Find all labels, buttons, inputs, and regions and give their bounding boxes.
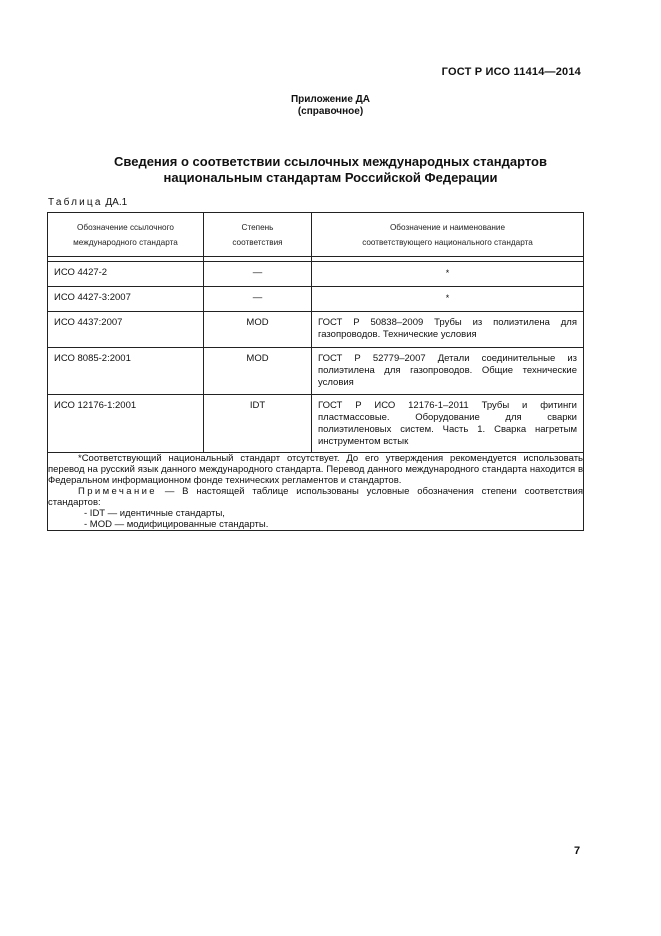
table-row: [48, 262, 584, 287]
cell-degree: MOD: [204, 348, 312, 395]
header-national-line1: Обозначение и наименование: [389, 223, 506, 232]
page-title: [0, 154, 661, 186]
cell-national: ГОСТ Р 52779–2007 Детали соединительные из полиэтилена для газопроводов. Общие технические условия: [312, 348, 584, 395]
document-code: ГОСТ Р ИСО 11414—2014: [441, 66, 581, 78]
cell-ref: ИСО 4427-2: [48, 262, 204, 287]
appendix-type: (справочное): [297, 106, 364, 117]
cell-national: *: [312, 287, 584, 312]
title-line-2: национальным стандартам Российской Федерации: [163, 170, 498, 185]
appendix-title: Приложение ДА: [290, 94, 371, 105]
cell-degree: —: [204, 287, 312, 312]
cell-national: ГОСТ Р 50838–2009 Трубы из полиэтилена для газопроводов. Технические условия: [312, 312, 584, 348]
cell-degree: —: [204, 262, 312, 287]
header-national-line2: соответствующего национального стандарта: [362, 238, 533, 247]
table-row: [48, 348, 584, 395]
cell-national: ГОСТ Р ИСО 12176-1–2011 Трубы и фитинги пластмассовые. Оборудование для сварки полиэтиленовых систем. Часть 1. Сварка нагретым инструментом встык: [312, 395, 584, 453]
correspondence-table: [47, 212, 584, 531]
table-header-row: [48, 213, 584, 257]
note-item-mod: - MOD — модифицированные стандарты.: [84, 519, 269, 530]
header-national-standard: [312, 213, 584, 257]
appendix-heading: [0, 94, 661, 118]
notes-cell: [48, 453, 584, 531]
footnote-text: *Соответствующий национальный стандарт отсутствует. До его утверждения рекомендуется использовать перевод на русский язык данного международного стандарта. Перевод данного международного стандарта находится в Федеральном информационном фонде технических регламентов и стандартов.: [48, 453, 583, 486]
table-row: [48, 287, 584, 312]
header-ref-line1: Обозначение ссылочного: [77, 223, 174, 232]
cell-degree: IDT: [204, 395, 312, 453]
cell-degree: MOD: [204, 312, 312, 348]
note-paragraph: [48, 486, 583, 508]
table-row: [48, 395, 584, 453]
cell-ref: ИСО 8085-2:2001: [48, 348, 204, 395]
header-degree: [204, 213, 312, 257]
header-degree-line2: соответствия: [232, 238, 283, 247]
page-number: 7: [574, 845, 581, 857]
cell-national: *: [312, 262, 584, 287]
header-degree-line1: Степень: [241, 223, 274, 232]
cell-ref: ИСО 4437:2007: [48, 312, 204, 348]
note-text: — В настоящей таблице использованы условные обозначения степени соответствия стандартов:: [48, 486, 583, 508]
note-label: Примечание: [78, 486, 157, 497]
table-caption: [48, 197, 127, 208]
table-label-word: Таблица: [48, 197, 103, 208]
cell-ref: ИСО 4427-3:2007: [48, 287, 204, 312]
table-label-number: ДА.1: [105, 197, 128, 208]
table-notes-row: [48, 453, 584, 531]
header-ref-line2: международного стандарта: [73, 238, 178, 247]
table-row: [48, 312, 584, 348]
title-line-1: Сведения о соответствии ссылочных международных стандартов: [114, 154, 547, 169]
header-ref-standard: [48, 213, 204, 257]
cell-ref: ИСО 12176-1:2001: [48, 395, 204, 453]
note-item-idt: - IDT — идентичные стандарты,: [84, 508, 225, 519]
